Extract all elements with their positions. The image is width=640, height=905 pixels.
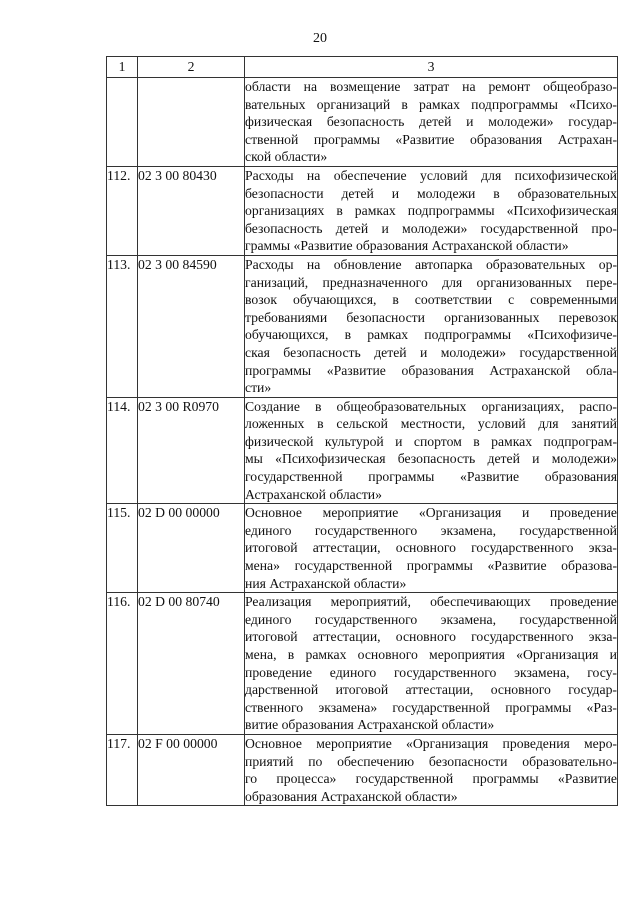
- description-line: Реализация мероприятий, обеспечивающих проведение: [245, 594, 617, 610]
- classification-code: 02 3 00 R0970: [138, 397, 245, 504]
- column-header-code: 2: [138, 57, 245, 78]
- description-line: сти»: [245, 380, 272, 396]
- description-line: мена, в рамках основного мероприятия «Организация и: [245, 647, 617, 662]
- description-line: ния Астраханской области»: [245, 575, 407, 591]
- description-line: единого государственного экзамена, государственной: [245, 611, 617, 627]
- description-line: возок обучающихся, в соответствии с современными: [245, 292, 617, 308]
- description-line: Основное мероприятие «Организация проведения меро-: [245, 735, 617, 751]
- description-line: итоговой аттестации, основного государственного экза-: [245, 540, 617, 556]
- classification-code: 02 F 00 00000: [138, 734, 245, 805]
- description-line: проведение единого государственного экзамена, госу-: [245, 664, 617, 680]
- table-row: [107, 397, 618, 504]
- table-row: [107, 255, 618, 397]
- row-number: 113.: [107, 255, 138, 397]
- description-line: го процесса» государственной программы «Развитие: [245, 771, 617, 787]
- description-line: физическая безопасность детей и молодежи» государ-: [245, 114, 617, 130]
- expense-description: [245, 504, 618, 593]
- table-row: [107, 78, 618, 167]
- description-line: итоговой аттестации, основного государственного экза-: [245, 629, 617, 645]
- classification-code: 02 D 00 00000: [138, 504, 245, 593]
- table-row: [107, 593, 618, 735]
- description-line: требованиями безопасности организованных перевозок: [245, 309, 617, 325]
- description-line: ганизаций, предназначенного для организованных пере-: [245, 274, 617, 290]
- description-line: безопасность детей и молодежи» государственной про-: [245, 220, 617, 236]
- description-line: Основное мероприятие «Организация и проведение: [245, 505, 617, 521]
- row-number: 114.: [107, 397, 138, 504]
- description-line: вательных организаций в рамках подпрограммы «Психо-: [245, 96, 617, 112]
- table-header-row: [107, 57, 618, 78]
- expense-description: [245, 166, 618, 255]
- expense-description: [245, 593, 618, 735]
- classification-code: 02 3 00 84590: [138, 255, 245, 397]
- description-line: Астраханской области»: [245, 486, 382, 502]
- description-line: приятий по обеспечению безопасности образовательно-: [245, 753, 617, 769]
- description-line: мена» государственной программы «Развитие образова-: [245, 558, 617, 574]
- table-row: [107, 734, 618, 805]
- description-line: ственного экзамена» государственной программы «Раз-: [245, 699, 617, 715]
- description-line: обучающихся, в рамках подпрограммы «Психофизиче-: [245, 327, 617, 343]
- description-line: безопасности детей и молодежи в образовательных: [245, 185, 617, 201]
- column-header-description: 3: [245, 57, 618, 78]
- expense-description: [245, 397, 618, 504]
- description-line: ской области»: [245, 149, 328, 165]
- description-line: Расходы на обеспечение условий для психофизической: [245, 167, 617, 183]
- description-line: витие образования Астраханской области»: [245, 717, 495, 733]
- budget-classification-table: [106, 56, 618, 806]
- description-line: Расходы на обновление автопарка образовательных ор-: [245, 256, 617, 272]
- description-line: физической культурой и спортом в рамках подпрограм-: [245, 433, 617, 449]
- description-line: государственной программы «Развитие образования: [245, 469, 617, 485]
- row-number: [107, 78, 138, 167]
- classification-code: 02 3 00 80430: [138, 166, 245, 255]
- description-line: ская безопасность детей и молодежи» государственной: [245, 344, 617, 360]
- column-header-number: 1: [107, 57, 138, 78]
- description-line: Создание в общеобразовательных организациях, распо-: [245, 398, 617, 414]
- description-line: дарственной итоговой аттестации, основного государ-: [245, 682, 617, 698]
- description-line: мы «Психофизическая безопасность детей и молодежи»: [245, 451, 617, 467]
- description-line: образования Астраханской области»: [245, 788, 458, 804]
- description-line: граммы «Развитие образования Астраханской области»: [245, 238, 569, 254]
- expense-description: [245, 255, 618, 397]
- description-line: единого государственного экзамена, государственной: [245, 522, 617, 538]
- table-row: [107, 166, 618, 255]
- description-line: ложенных в сельской местности, условий для занятий: [245, 416, 617, 432]
- classification-code: [138, 78, 245, 167]
- expense-description: [245, 78, 618, 167]
- row-number: 116.: [107, 593, 138, 735]
- description-line: ственной программы «Развитие образования Астрахан-: [245, 131, 617, 147]
- page-number: 20: [313, 31, 327, 46]
- row-number: 115.: [107, 504, 138, 593]
- row-number: 112.: [107, 166, 138, 255]
- expense-description: [245, 734, 618, 805]
- description-line: программы «Развитие образования Астраханской обла-: [245, 362, 617, 378]
- classification-code: 02 D 00 80740: [138, 593, 245, 735]
- description-line: организациях в рамках подпрограммы «Психофизическая: [245, 203, 617, 219]
- table-row: [107, 504, 618, 593]
- row-number: 117.: [107, 734, 138, 805]
- description-line: области на возмещение затрат на ремонт общеобразо-: [245, 79, 617, 94]
